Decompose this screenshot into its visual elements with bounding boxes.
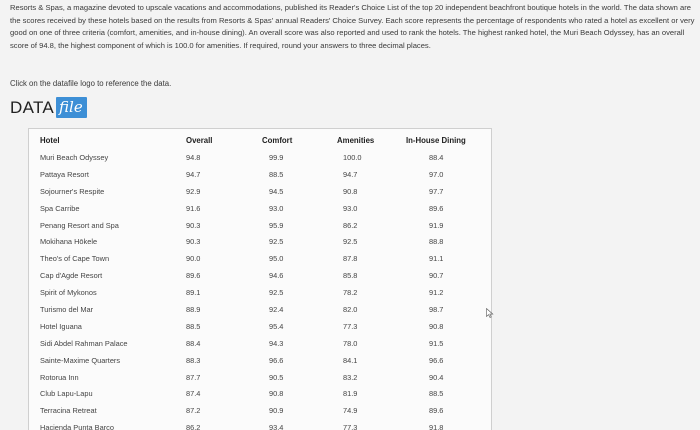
cell-comfort: 94.6 bbox=[269, 271, 284, 281]
cell-in-house-dining: 88.5 bbox=[429, 389, 444, 399]
cell-comfort: 95.0 bbox=[269, 254, 284, 264]
cell-comfort: 90.5 bbox=[269, 372, 284, 382]
table-row bbox=[29, 385, 491, 402]
cell-comfort: 90.8 bbox=[269, 389, 284, 399]
table-row bbox=[29, 352, 491, 369]
cell-amenities: 100.0 bbox=[343, 152, 362, 162]
cell-comfort: 92.5 bbox=[269, 237, 284, 247]
cell-amenities: 74.9 bbox=[343, 406, 358, 416]
cell-hotel-name: Sainte-Maxime Quarters bbox=[40, 355, 121, 365]
cell-amenities: 78.2 bbox=[343, 288, 358, 298]
cell-overall: 89.6 bbox=[186, 271, 201, 281]
cell-in-house-dining: 91.2 bbox=[429, 288, 444, 298]
cell-in-house-dining: 91.8 bbox=[429, 423, 444, 430]
mouse-pointer-icon bbox=[486, 308, 494, 318]
cell-hotel-name: Club Lapu-Lapu bbox=[40, 389, 93, 399]
cell-hotel-name: Muri Beach Odyssey bbox=[40, 152, 109, 162]
cell-amenities: 77.3 bbox=[343, 423, 358, 430]
cell-amenities: 86.2 bbox=[343, 220, 358, 230]
cell-overall: 90.3 bbox=[186, 220, 201, 230]
table-header-row bbox=[29, 129, 491, 149]
cell-overall: 87.7 bbox=[186, 372, 201, 382]
cell-in-house-dining: 97.7 bbox=[429, 186, 444, 196]
table-row bbox=[29, 183, 491, 200]
cell-in-house-dining: 97.0 bbox=[429, 169, 444, 179]
cell-hotel-name: Terracina Retreat bbox=[40, 406, 97, 416]
logo-file-text: file bbox=[56, 97, 87, 118]
table-row bbox=[29, 149, 491, 166]
cell-amenities: 83.2 bbox=[343, 372, 358, 382]
table-row bbox=[29, 284, 491, 301]
cell-hotel-name: Theo's of Cape Town bbox=[40, 254, 110, 264]
table-row bbox=[29, 369, 491, 386]
hotel-scores-table-container bbox=[28, 128, 492, 430]
cell-hotel-name: Spa Carribe bbox=[40, 203, 80, 213]
cell-overall: 92.9 bbox=[186, 186, 201, 196]
datafile-logo-button[interactable] bbox=[10, 96, 87, 118]
cell-amenities: 78.0 bbox=[343, 338, 358, 348]
cell-comfort: 92.5 bbox=[269, 288, 284, 298]
table-row bbox=[29, 217, 491, 234]
cell-in-house-dining: 91.5 bbox=[429, 338, 444, 348]
cell-comfort: 88.5 bbox=[269, 169, 284, 179]
cell-hotel-name: Hacienda Punta Barco bbox=[40, 423, 114, 430]
cell-comfort: 94.5 bbox=[269, 186, 284, 196]
cell-in-house-dining: 96.6 bbox=[429, 355, 444, 365]
cell-hotel-name: Spirit of Mykonos bbox=[40, 288, 97, 298]
header-comfort: Comfort bbox=[262, 135, 293, 145]
cell-hotel-name: Hotel Iguana bbox=[40, 321, 82, 331]
cell-overall: 88.9 bbox=[186, 304, 201, 314]
cell-in-house-dining: 89.6 bbox=[429, 406, 444, 416]
table-row bbox=[29, 402, 491, 419]
cell-in-house-dining: 91.9 bbox=[429, 220, 444, 230]
cell-hotel-name: Pattaya Resort bbox=[40, 169, 89, 179]
cell-comfort: 95.4 bbox=[269, 321, 284, 331]
cell-in-house-dining: 90.4 bbox=[429, 372, 444, 382]
table-row bbox=[29, 200, 491, 217]
cell-comfort: 92.4 bbox=[269, 304, 284, 314]
table-row bbox=[29, 318, 491, 335]
table-row bbox=[29, 166, 491, 183]
table-row bbox=[29, 419, 491, 430]
cell-amenities: 77.3 bbox=[343, 321, 358, 331]
cell-comfort: 94.3 bbox=[269, 338, 284, 348]
cell-in-house-dining: 90.7 bbox=[429, 271, 444, 281]
cell-overall: 88.3 bbox=[186, 355, 201, 365]
table-row bbox=[29, 301, 491, 318]
datafile-instruction: Click on the datafile logo to reference the data. bbox=[10, 79, 172, 88]
table-body bbox=[29, 149, 491, 430]
logo-data-text: DATA bbox=[10, 98, 55, 117]
cell-hotel-name: Mokihana Hōkele bbox=[40, 237, 98, 247]
cell-overall: 87.2 bbox=[186, 406, 201, 416]
header-in-house-dining: In-House Dining bbox=[406, 135, 466, 145]
cell-in-house-dining: 91.1 bbox=[429, 254, 444, 264]
cell-amenities: 85.8 bbox=[343, 271, 358, 281]
cell-overall: 86.2 bbox=[186, 423, 201, 430]
cell-amenities: 82.0 bbox=[343, 304, 358, 314]
cell-amenities: 84.1 bbox=[343, 355, 358, 365]
cell-comfort: 93.4 bbox=[269, 423, 284, 430]
cell-overall: 88.4 bbox=[186, 338, 201, 348]
cell-amenities: 90.8 bbox=[343, 186, 358, 196]
cell-amenities: 92.5 bbox=[343, 237, 358, 247]
cell-in-house-dining: 88.8 bbox=[429, 237, 444, 247]
header-overall: Overall bbox=[186, 135, 213, 145]
cell-overall: 89.1 bbox=[186, 288, 201, 298]
header-hotel: Hotel bbox=[40, 135, 60, 145]
cell-comfort: 93.0 bbox=[269, 203, 284, 213]
table-row bbox=[29, 233, 491, 250]
cell-amenities: 81.9 bbox=[343, 389, 358, 399]
cell-overall: 94.7 bbox=[186, 169, 201, 179]
cell-hotel-name: Sojourner's Respite bbox=[40, 186, 105, 196]
cell-amenities: 93.0 bbox=[343, 203, 358, 213]
cell-amenities: 87.8 bbox=[343, 254, 358, 264]
cell-hotel-name: Turismo del Mar bbox=[40, 304, 94, 314]
cell-overall: 94.8 bbox=[186, 152, 201, 162]
cell-hotel-name: Sidi Abdel Rahman Palace bbox=[40, 338, 128, 348]
table-row bbox=[29, 250, 491, 267]
cell-comfort: 95.9 bbox=[269, 220, 284, 230]
cell-hotel-name: Penang Resort and Spa bbox=[40, 220, 119, 230]
cell-overall: 88.5 bbox=[186, 321, 201, 331]
cell-in-house-dining: 89.6 bbox=[429, 203, 444, 213]
cell-hotel-name: Rotorua Inn bbox=[40, 372, 79, 382]
header-amenities: Amenities bbox=[337, 135, 375, 145]
cell-in-house-dining: 90.8 bbox=[429, 321, 444, 331]
cell-comfort: 90.9 bbox=[269, 406, 284, 416]
hotel-scores-table bbox=[29, 129, 491, 430]
cell-overall: 90.0 bbox=[186, 254, 201, 264]
cell-overall: 87.4 bbox=[186, 389, 201, 399]
cell-comfort: 99.9 bbox=[269, 152, 284, 162]
table-row bbox=[29, 335, 491, 352]
cell-comfort: 96.6 bbox=[269, 355, 284, 365]
cell-hotel-name: Cap d'Agde Resort bbox=[40, 271, 103, 281]
cell-overall: 90.3 bbox=[186, 237, 201, 247]
cell-in-house-dining: 88.4 bbox=[429, 152, 444, 162]
table-row bbox=[29, 267, 491, 284]
cell-overall: 91.6 bbox=[186, 203, 201, 213]
problem-intro-text: Resorts & Spas, a magazine devoted to upscale vacations and accommodations, published its Reader's Choice List of the top 20 independent beachfront boutique hotels in the world. The data shown are the scores received by these hotels based on the results from Resorts & Spas' annual Readers' Choice Survey. Each score represents the percentage of respondents who rated a hotel as excellent or very good on one of three criteria (comfort, amenities, and in-house dining). An overall score was also reported and used to rank the hotels. The highest ranked hotel, the Muri Beach Odyssey, has an overall score of 94.8, the highest component of which is 100.0 for amenities. If required, round your answers to three decimal places. bbox=[10, 3, 695, 50]
cell-in-house-dining: 98.7 bbox=[429, 304, 444, 314]
cell-amenities: 94.7 bbox=[343, 169, 358, 179]
